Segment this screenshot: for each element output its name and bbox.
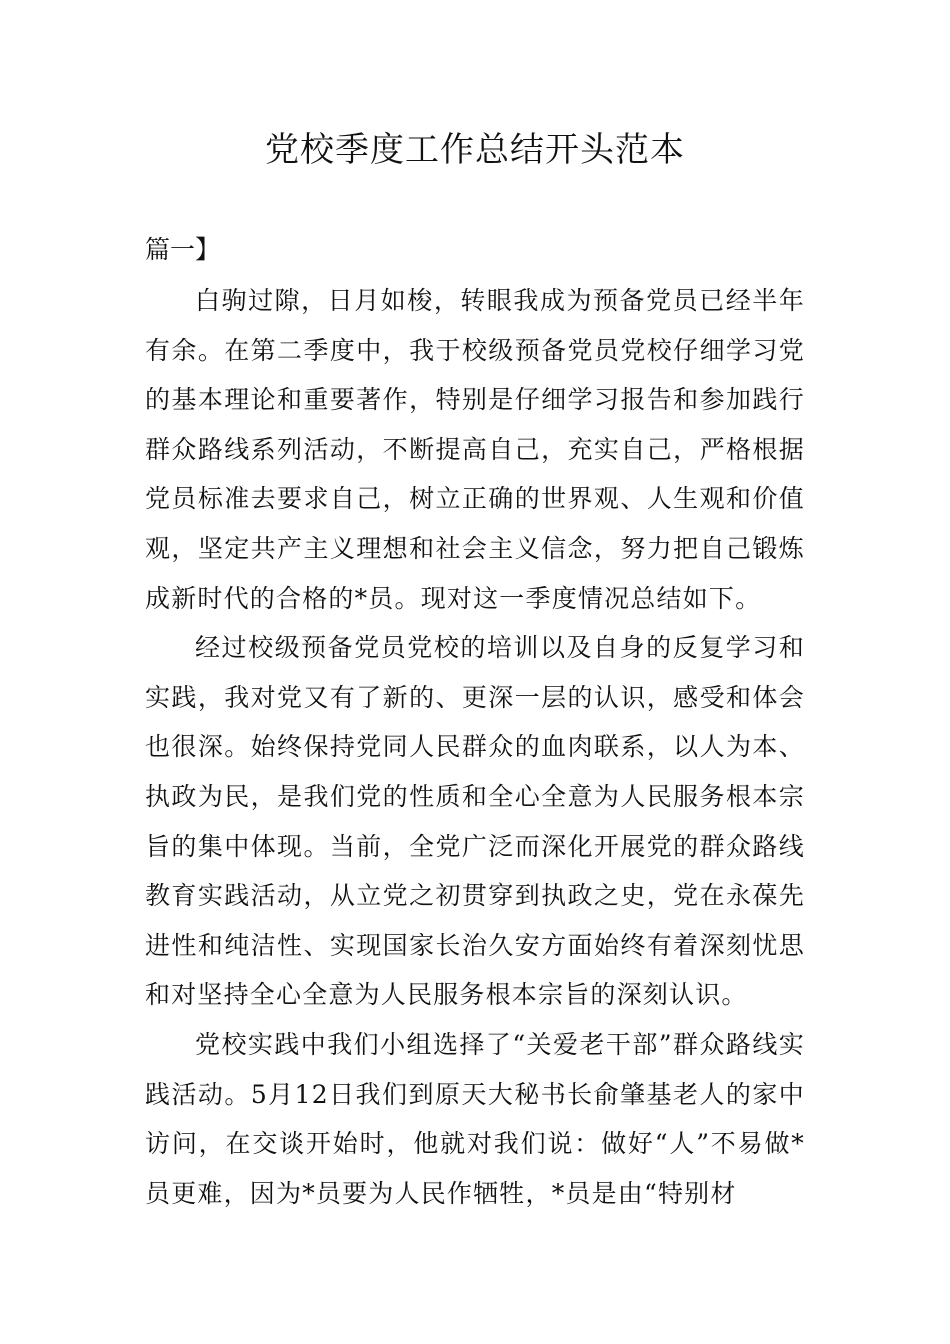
document-title: 党校季度工作总结开头范本 xyxy=(265,130,685,170)
paragraph-2: 经过校级预备党员党校的培训以及自身的反复学习和实践，我对党又有了新的、更深一层的认识，感受和体会也很深。始终保持党同人民群众的血肉联系，以人为本、执政为民，是我们党的性质和全心全意为人民服务根本宗旨的集中体现。当前，全党广泛而深化开展党的群众路线教育实践活动，从立党之初贯穿到执政之史，党在永葆先进性和纯洁性、实现国家长治久安方面始终有着深刻忧思和对坚持全心全意为人民服务根本宗旨的深刻认识。 xyxy=(145,633,805,1010)
document-body xyxy=(145,276,805,1218)
paragraph-1: 白驹过隙，日月如梭，转眼我成为预备党员已经半年有余。在第二季度中，我于校级预备党员党校仔细学习党的基本理论和重要著作，特别是仔细学习报告和参加践行群众路线系列活动，不断提高自己，充实自己，严格根据党员标准去要求自己，树立正确的世界观、人生观和价值观，坚定共产主义理想和社会主义信念，努力把自己锻炼成新时代的合格的*员。现对这一季度情况总结如下。 xyxy=(145,286,805,613)
paragraph-3: 党校实践中我们小组选择了“关爱老干部”群众路线实践活动。5月12日我们到原天大秘书长俞肇基老人的家中访问，在交谈开始时，他就对我们说：做好“人”不易做*员更难，因为*员要为人民作牺牲，*员是由“特别材 xyxy=(145,1029,805,1208)
section-label: 篇一】 xyxy=(145,235,221,264)
